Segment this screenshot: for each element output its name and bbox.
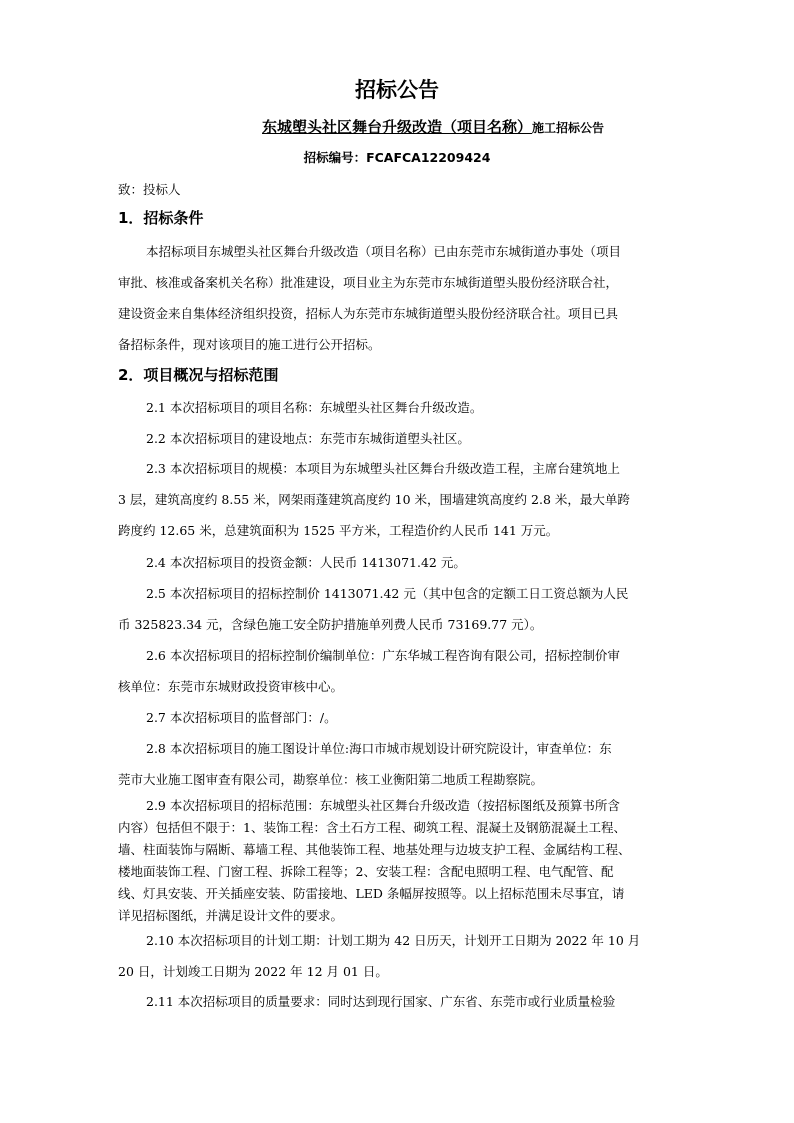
paragraph-line: 币 325823.34 元，含绿色施工安全防护措施单列费人民币 73169.77 元）。 bbox=[118, 617, 543, 632]
paragraph-2-6 bbox=[118, 640, 678, 702]
paragraph-line: 2.6 本次招标项目的招标控制价编制单位：广东华城工程咨询有限公司，招标控制价审 bbox=[146, 648, 620, 663]
paragraph-line: 本招标项目东城塱头社区舞台升级改造（项目名称）已由东莞市东城街道办事处（项目 bbox=[146, 244, 622, 259]
paragraph-line: 墙、柱面装饰与隔断、幕墙工程、其他装饰工程、地基处理与边坡支护工程、金属结构工程、 bbox=[118, 842, 631, 857]
paragraph-line: 2.2 本次招标项目的建设地点：东莞市东城街道塱头社区。 bbox=[146, 431, 470, 446]
paragraph-2-7 bbox=[118, 702, 678, 733]
addressee: 致：投标人 bbox=[118, 182, 181, 197]
paragraph-line: 2.3 本次招标项目的规模：本项目为东城塱头社区舞台升级改造工程，主席台建筑地上 bbox=[146, 461, 620, 476]
section-1-paragraph bbox=[118, 236, 678, 360]
paragraph-line: 备招标条件，现对该项目的施工进行公开招标。 bbox=[118, 337, 381, 352]
paragraph-2-9 bbox=[118, 795, 678, 927]
paragraph-line: 2.7 本次招标项目的监督部门：/。 bbox=[146, 710, 337, 725]
announcement-subtitle bbox=[262, 116, 604, 137]
paragraph-line: 3 层，建筑高度约 8.55 米，网架雨蓬建筑高度约 10 米，围墙建筑高度约 2.8 米，最大单跨 bbox=[118, 492, 630, 507]
paragraph-line: 2.8 本次招标项目的施工图设计单位:海口市城市规划设计研究院设计，审查单位：东 bbox=[146, 741, 612, 756]
paragraph-2-3 bbox=[118, 453, 678, 546]
subtitle-suffix: 施工招标公告 bbox=[532, 121, 605, 135]
paragraph-2-8 bbox=[118, 733, 678, 795]
bid-number: 招标编号：FCAFCA12209424 bbox=[303, 150, 491, 165]
paragraph-2-4 bbox=[118, 547, 678, 578]
paragraph-line: 详见招标图纸，并满足设计文件的要求。 bbox=[118, 908, 344, 923]
section-1-heading: 1．招标条件 bbox=[118, 209, 204, 227]
paragraph-line: 核单位：东莞市东城财政投资审核中心。 bbox=[118, 679, 344, 694]
paragraph-line: 莞市大业施工图审查有限公司，勘察单位：核工业衡阳第二地质工程勘察院。 bbox=[118, 772, 544, 787]
paragraph-line: 20 日，计划竣工日期为 2022 年 12 月 01 日。 bbox=[118, 964, 388, 979]
paragraph-2-11 bbox=[118, 986, 678, 1017]
paragraph-line: 建设资金来自集体经济组织投资，招标人为东莞市东城街道塱头股份经济联合社。项目已具 bbox=[118, 306, 619, 321]
paragraph-line: 2.11 本次招标项目的质量要求：同时达到现行国家、广东省、东莞市或行业质量检验 bbox=[146, 994, 616, 1009]
paragraph-line: 2.1 本次招标项目的项目名称：东城塱头社区舞台升级改造。 bbox=[146, 400, 483, 415]
paragraph-2-2 bbox=[118, 423, 678, 454]
paragraph-line: 跨度约 12.65 米，总建筑面积为 1525 平方米，工程造价约人民币 141 万元。 bbox=[118, 523, 559, 538]
paragraph-2-10 bbox=[118, 925, 678, 987]
paragraph-line: 内容）包括但不限于：1、装饰工程：含土石方工程、砌筑工程、混凝土及钢筋混凝土工程、 bbox=[118, 820, 626, 835]
paragraph-line: 审批、核准或备案机关名称）批准建设，项目业主为东莞市东城街道塱头股份经济联合社， bbox=[118, 275, 619, 290]
paragraph-line: 楼地面装饰工程、门窗工程、拆除工程等；2、安装工程：含配电照明工程、电气配管、配 bbox=[118, 864, 614, 879]
section-2-heading: 2．项目概况与招标范围 bbox=[118, 366, 279, 384]
project-name-underlined: 东城塱头社区舞台升级改造（项目名称） bbox=[262, 118, 533, 136]
paragraph-2-1 bbox=[118, 392, 678, 423]
paragraph-line: 线、灯具安装、开关插座安装、防雷接地、LED 条幅屏按照等。以上招标范围未尽事宜，请 bbox=[118, 886, 625, 901]
paragraph-line: 2.4 本次招标项目的投资金额：人民币 1413071.42 元。 bbox=[146, 555, 466, 570]
paragraph-2-5 bbox=[118, 578, 678, 640]
paragraph-line: 2.9 本次招标项目的招标范围：东城塱头社区舞台升级改造（按招标图纸及预算书所含 bbox=[146, 798, 620, 813]
page-title: 招标公告 bbox=[355, 78, 439, 102]
paragraph-line: 2.10 本次招标项目的计划工期：计划工期为 42 日历天，计划开工日期为 2022 年 10 月 bbox=[146, 933, 641, 948]
paragraph-line: 2.5 本次招标项目的招标控制价 1413071.42 元（其中包含的定额工日工资总额为人民 bbox=[146, 586, 629, 601]
